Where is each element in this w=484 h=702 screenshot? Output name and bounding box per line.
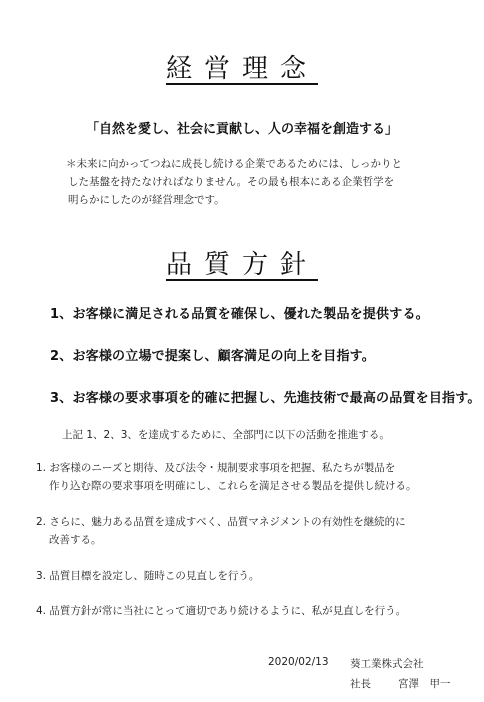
- signature-company: 葵工業株式会社: [350, 658, 424, 670]
- activity-item: [36, 567, 259, 585]
- quality-policy-item: 3、お客様の要求事項を的確に把握し、先進技術で最高の品質を目指す。: [50, 391, 481, 406]
- philosophy-title: 経営理念: [165, 54, 318, 84]
- philosophy-note-line: した基盤を持たなければなりません。その最も根本にある企業哲学を: [68, 176, 395, 188]
- philosophy-note-line: 明らかにしたのが経営理念です。: [68, 194, 225, 206]
- quality-policy-item: 1、お客様に満足される品質を確保し、優れた製品を提供する。: [50, 307, 429, 322]
- quality-policy-title: 品質方針: [165, 250, 318, 280]
- activity-item: [36, 602, 406, 620]
- activity-item: [36, 459, 417, 495]
- philosophy-note-line: ＊未来に向かってつねに成長し続ける企業であるためには、しっかりと: [66, 158, 402, 170]
- signature-role: 社長: [350, 678, 371, 690]
- signature-name: 宮澤 甲一: [398, 678, 451, 690]
- activity-item-line: 作り込む際の要求事項を明確にし、これらを満足させる製品を提供し続ける。: [49, 480, 417, 492]
- philosophy-note: [66, 155, 402, 209]
- activity-item-line: 改善する。: [49, 534, 102, 546]
- signature-date: 2020/02/13: [268, 656, 329, 668]
- activity-item-line: 1. お客様のニーズと期待、及び法令・規制要求事項を把握、私たちが製品を: [36, 462, 396, 474]
- activity-item-line: 3. 品質目標を設定し、随時この見直しを行う。: [36, 570, 260, 582]
- philosophy-motto: 「自然を愛し、社会に貢献し、人の幸福を創造する」: [85, 122, 398, 137]
- activities-intro: 上記 1、2、3、を達成するために、全部門に以下の活動を推進する。: [62, 429, 390, 441]
- activity-item-line: 2. さらに、魅力ある品質を達成すべく、品質マネジメントの有効性を継続的に: [36, 516, 406, 528]
- quality-policy-item: 2、お客様の立場で提案し、顧客満足の向上を目指す。: [50, 349, 376, 364]
- activity-item-line: 4. 品質方針が常に当社にとって適切であり続けるように、私が見直しを行う。: [36, 605, 407, 617]
- activity-item: [36, 513, 406, 549]
